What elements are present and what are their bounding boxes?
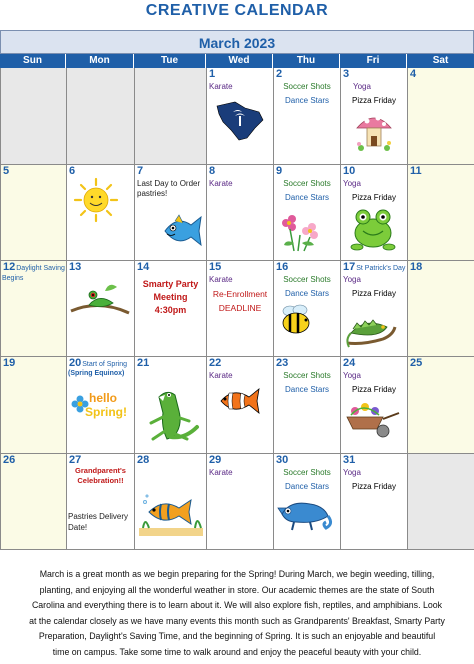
karate-event: Karate [209,179,233,188]
day-number: 20Start of Spring [69,357,127,369]
calendar [0,30,474,550]
day-number: 26 [3,454,16,466]
day-number: 17St Patrick's Day [343,261,406,273]
day-cell-8 [207,165,274,261]
footer-line: planting, and enjoying all the wonderful weather in store. Our academic themes are the state of South [39,584,435,595]
hello-spring-icon [71,391,131,427]
blank-cell [67,68,135,165]
pastries-delivery-text: Pastries Delivery [68,512,129,521]
day-number: 19 [3,357,16,369]
day-cell-12 [1,261,67,357]
footer-line: time on campus. Take some time to walk around and enjoy the peaceful beauty with your child. [52,646,422,657]
pizza-event: Pizza Friday [351,193,396,202]
day-cell-15 [207,261,274,357]
day-cell-30 [274,454,341,550]
flowers-icon [276,209,326,253]
pizza-event: Pizza Friday [351,289,396,298]
smarty-party-text: Smarty Party [142,279,199,289]
day-number: 31 [343,454,356,466]
last-day-order-text: Last Day to Order [137,179,201,188]
day-cell-6 [67,165,135,261]
dance-event: Dance Stars [284,96,330,105]
pizza-event: Pizza Friday [351,96,396,105]
day-cell-16 [274,261,341,357]
soccer-event: Soccer Shots [283,468,331,477]
yoga-event: Yoga [343,371,361,380]
day-number: 15 [209,261,222,273]
day-number: 12Daylight Saving [3,261,65,273]
spring-text: Spring! [85,405,127,419]
yoga-event: Yoga [343,275,361,284]
weekday-sun: Sun [0,54,66,68]
day-cell-11 [408,165,474,261]
blank-cell [1,68,67,165]
reenrollment-text: Re-Enrollment [212,289,268,299]
iguana-icon [343,303,399,349]
calendar-grid [0,68,474,550]
month-title: March 2023 [0,30,474,54]
last-day-order-text-2: pastries! [137,189,168,198]
day-number: 25 [410,357,423,369]
smarty-party-time: 4:30pm [154,305,187,315]
weekday-fri: Fri [340,54,407,68]
blank-cell [408,454,474,550]
weekday-sat: Sat [407,54,474,68]
st-patricks-text: St Patrick's Day [356,265,406,272]
day-cell-19 [1,357,67,454]
day-number: 5 [3,165,10,177]
day-number: 16 [276,261,289,273]
day-cell-13 [67,261,135,357]
day-cell-23 [274,357,341,454]
chameleon-icon [276,494,336,534]
weekday-thu: Thu [273,54,340,68]
day-cell-9 [274,165,341,261]
day-number: 28 [137,454,150,466]
day-cell-4 [408,68,474,165]
day-cell-24 [341,357,408,454]
garden-wheelbarrow-icon [343,397,403,441]
day-number: 8 [209,165,216,177]
yoga-event: Yoga [343,468,361,477]
fish-icon [161,211,205,251]
day-number: 29 [209,454,222,466]
pastries-delivery-text-2: Date! [68,523,88,532]
frog-icon [349,207,397,251]
footer-line: Preparation, Daylight's Saving Time, and the beginning of Spring. It is such an enjoyable and beautiful [38,631,436,642]
day-number: 13 [69,261,82,273]
day-cell-10 [341,165,408,261]
day-cell-22 [207,357,274,454]
day-cell-18 [408,261,474,357]
aquarium-fish-icon [139,490,203,538]
pizza-event: Pizza Friday [351,482,396,491]
day-number: 10 [343,165,356,177]
south-carolina-map-icon [215,98,265,142]
daylight-saving-text-2: Begins [2,275,24,282]
day-cell-1 [207,68,274,165]
page-title: CREATIVE CALENDAR [145,2,329,19]
sun-icon [71,177,121,223]
day-cell-25 [408,357,474,454]
day-number: 14 [137,261,150,273]
daylight-saving-text: Daylight Saving [16,265,65,272]
karate-event: Karate [209,468,233,477]
spring-start-text: Start of Spring [82,361,127,368]
footer-paragraph [0,567,474,661]
day-number: 30 [276,454,289,466]
grandparents-text-2: Celebration!! [77,476,124,485]
day-number: 7 [137,165,144,177]
footer-line: March is a great month as we begin preparing for the Spring! During March, we begin weeding, tilling, [39,569,435,579]
weekday-tue: Tue [134,54,206,68]
spring-equinox-text: (Spring Equinox) [68,370,125,377]
day-cell-31 [341,454,408,550]
footer-line: Carolina and everything there is to learn about it. We will also explore fish, reptiles, and amphibians. Look [31,600,443,611]
day-cell-7 [135,165,207,261]
smarty-party-text-2: Meeting [153,292,188,302]
yoga-event: Yoga [343,179,361,188]
day-cell-17 [341,261,408,357]
alligator-icon [139,387,203,443]
clownfish-icon [217,385,263,417]
dance-event: Dance Stars [284,289,330,298]
day-number: 24 [343,357,356,369]
weekday-wed: Wed [206,54,273,68]
day-number: 2 [276,68,283,80]
grandparents-text: Grandparent's [75,466,126,475]
day-number: 4 [410,68,417,80]
bee-icon [276,303,316,337]
day-cell-29 [207,454,274,550]
day-number: 3 [343,68,350,80]
dance-event: Dance Stars [284,482,330,491]
mushroom-house-icon [353,108,395,154]
day-number: 11 [410,165,422,177]
karate-event: Karate [209,82,233,91]
day-cell-2 [274,68,341,165]
day-number: 1 [209,68,216,80]
blank-cell [135,68,207,165]
day-number: 23 [276,357,289,369]
dance-event: Dance Stars [284,385,330,394]
weekday-mon: Mon [66,54,134,68]
soccer-event: Soccer Shots [283,371,331,380]
soccer-event: Soccer Shots [283,82,331,91]
pizza-event: Pizza Friday [351,385,396,394]
day-number: 22 [209,357,222,369]
karate-event: Karate [209,371,233,380]
day-cell-28 [135,454,207,550]
day-cell-21 [135,357,207,454]
day-number: 27 [69,454,82,466]
footer-line: at the calendar closely as we have many events this month such as Grandparents' Breakfast, Smarty Party [29,615,445,626]
day-cell-3 [341,68,408,165]
day-number: 6 [69,165,76,177]
day-cell-27 [67,454,135,550]
day-cell-20 [67,357,135,454]
soccer-event: Soccer Shots [283,179,331,188]
yoga-event: Yoga [353,82,371,91]
day-cell-5 [1,165,67,261]
day-number: 9 [276,165,283,177]
reenrollment-deadline: DEADLINE [218,303,262,313]
weekday-header [0,54,474,68]
day-number: 18 [410,261,423,273]
day-cell-14 [135,261,207,357]
day-cell-26 [1,454,67,550]
soccer-event: Soccer Shots [283,275,331,284]
tree-frog-icon [69,273,131,321]
karate-event: Karate [209,275,233,284]
hello-text: hello [89,391,118,405]
dance-event: Dance Stars [284,193,330,202]
day-number: 21 [137,357,150,369]
